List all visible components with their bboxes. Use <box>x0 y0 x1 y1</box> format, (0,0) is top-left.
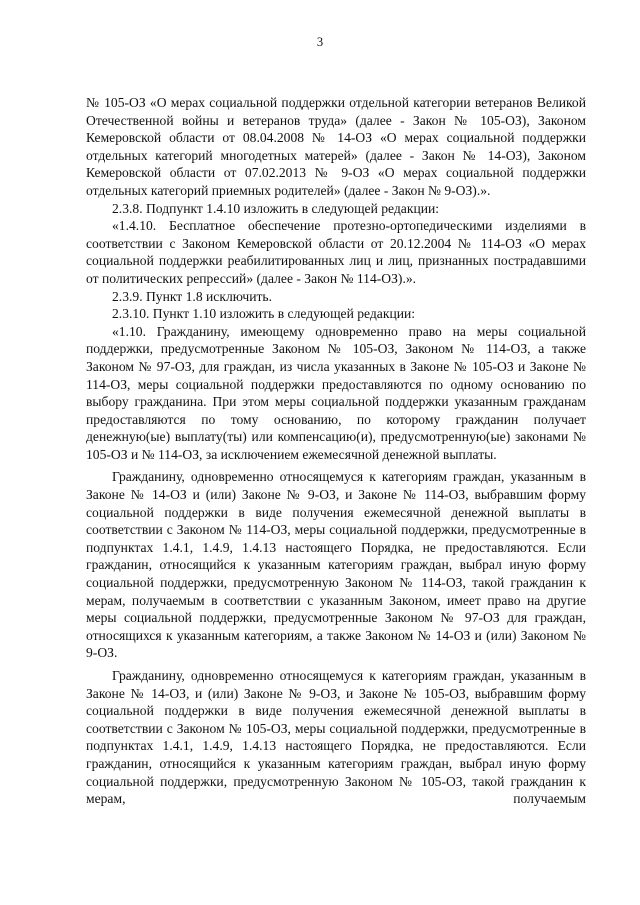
paragraph-law-114: Гражданину, одновременно относящемуся к категориям граждан, указанным в Законе № 14-ОЗ и (или) Законе № 9-ОЗ, и Законе № 114-ОЗ, выбравшим форму социальной поддержки в виде получения ежемесячной денежной выплаты в соответствии с Законом № 114-ОЗ, меры социальной поддержки, предусмотренные в подпунктах 1.4.1, 1.4.9, 1.4.13 настоящего Порядка, не предоставляются. Если гражданин, относящийся к указанным категориям граждан, выбрал иную форму социальной поддержки, предусмотренную Законом № 114-ОЗ, такой гражданин к мерам, получаемым в соответствии с указанным Законом, имеет право на другие меры социальной поддержки, предусмотренные Законом № 97-ОЗ для граждан, относящихся к указанным категориям, а также Законом № 14-ОЗ и (или) Законом № 9-ОЗ. <box>86 469 586 661</box>
paragraph-item-2-3-8: 2.3.8. Подпункт 1.4.10 изложить в следующей редакции: <box>112 200 440 216</box>
page-number: 3 <box>316 35 324 49</box>
paragraph-continuation: № 105-ОЗ «О мерах социальной поддержки отдельной категории ветеранов Великой Отечественной войны и ветеранов труда» (далее - Закон № 105-ОЗ), Законом Кемеровской области от 08.04.2008 № 14-ОЗ «О мерах социальной поддержки отдельных категорий многодетных матерей» (далее - Закон № 14-ОЗ), Законом Кемеровской области от 07.02.2013 № 9-ОЗ «О мерах социальной поддержки отдельных категорий приемных родителей» (далее - Закон № 9-ОЗ).». <box>86 95 586 198</box>
paragraph-quote-1-10: «1.10. Гражданину, имеющему одновременно право на меры социальной поддержки, предусмотренные Законом № 105-ОЗ, Законом № 114-ОЗ, а также Законом № 97-ОЗ, для граждан, из числа указанных в Законе № 105-ОЗ и Законе № 114-ОЗ, меры социальной поддержки предоставляются по одному основанию по выбору гражданина. При этом меры социальной поддержки указанным гражданам предоставляются по тому основанию, по которому гражданин получает денежную(ые) выплату(ты) или компенсацию(и), предусмотренную(ые) законами № 105-ОЗ и № 114-ОЗ, за исключением ежемесячной денежной выплаты. <box>86 323 586 462</box>
paragraph-law-105: Гражданину, одновременно относящемуся к категориям граждан, указанным в Законе № 14-ОЗ, и (или) Законе № 9-ОЗ, и Законе № 105-ОЗ, выбравшим форму социальной поддержки в виде получения ежемесячной денежной выплаты в соответствии с Законом № 105-ОЗ, меры социальной поддержки, предусмотренные в подпунктах 1.4.1, 1.4.9, 1.4.13 настоящего Порядка, не предоставляются. Если гражданин, относящийся к указанным категориям граждан, выбрал иную форму социальной поддержки, предусмотренную Законом № 105-ОЗ, такой гражданин к мерам, получаемым <box>86 668 586 807</box>
paragraph-item-2-3-10: 2.3.10. Пункт 1.10 изложить в следующей редакции: <box>112 306 416 322</box>
paragraph-quote-1-4-10: «1.4.10. Бесплатное обеспечение протезно-ортопедическими изделиями в соответствии с Законом Кемеровской области от 20.12.2004 № 114-ОЗ «О мерах социальной поддержки реабилитированных лиц и лиц, признанных пострадавшими от политических репрессий» (далее - Закон № 114-ОЗ).». <box>86 218 586 286</box>
document-body <box>86 94 586 808</box>
paragraph-item-2-3-9: 2.3.9. Пункт 1.8 исключить. <box>112 288 273 304</box>
